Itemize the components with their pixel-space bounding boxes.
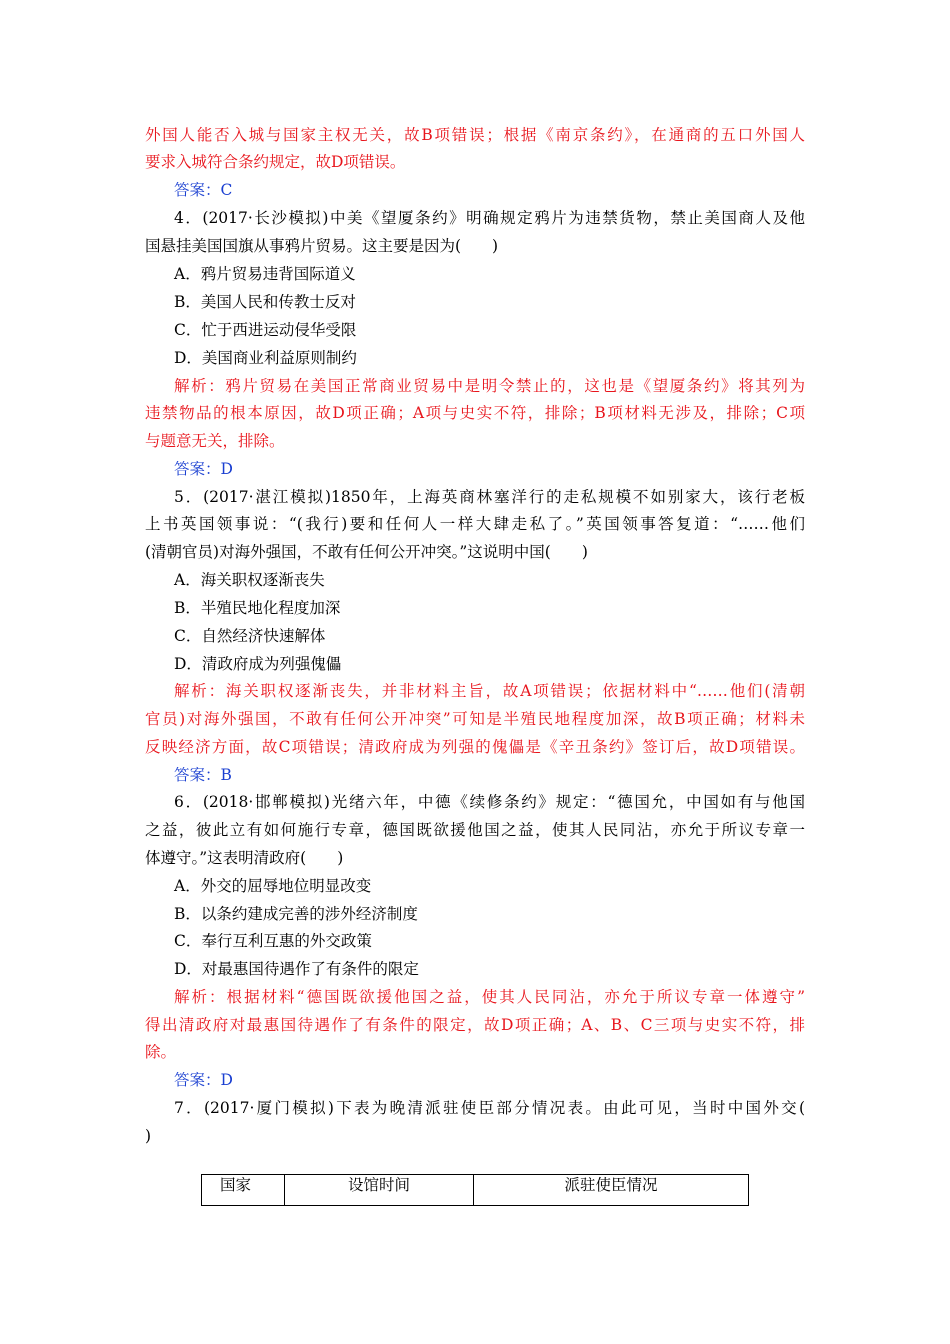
explanation-line: 解析：鸦片贸易在美国正常商业贸易中是明令禁止的，这也是《望厦条约》将其列为 bbox=[174, 377, 805, 395]
envoy-table bbox=[201, 1174, 749, 1206]
table-header-established: 设馆时间 bbox=[285, 1175, 474, 1206]
answer-line: 答案：B bbox=[174, 766, 232, 784]
question-5-stem: 5．(2017·湛江模拟)1850年，上海英商林塞洋行的走私规模不如别家大，该行老板 bbox=[174, 488, 805, 506]
question-7-stem: 7．(2017·厦门模拟)下表为晚清派驻使臣部分情况表。由此可见，当时中国外交( bbox=[174, 1099, 805, 1117]
explanation-line: 除。 bbox=[145, 1043, 177, 1061]
answer-line: 答案：C bbox=[174, 181, 233, 199]
question-6-stem: 之益，彼此立有如何施行专章，德国既欲援他国之益，使其人民同沾，亦允于所议专章一 bbox=[145, 821, 805, 839]
question-5-stem: (清朝官员)对海外强国，不敢有任何公开冲突。”这说明中国( ) bbox=[145, 543, 588, 561]
option-b: B．以条约建成完善的涉外经济制度 bbox=[174, 905, 418, 923]
question-7-stem: ) bbox=[145, 1127, 152, 1145]
explanation-line: 与题意无关，排除。 bbox=[145, 432, 285, 450]
explanation-line: 外国人能否入城与国家主权无关，故B项错误；根据《南京条约》，在通商的五口外国人 bbox=[145, 126, 805, 144]
option-a: A．海关职权逐渐丧失 bbox=[174, 571, 325, 589]
option-c: C．奉行互利互惠的外交政策 bbox=[174, 932, 372, 950]
option-b: B．半殖民地化程度加深 bbox=[174, 599, 341, 617]
question-6-stem: 6．(2018·邯郸模拟)光绪六年，中德《续修条约》规定：“德国允，中国如有与他国 bbox=[174, 793, 805, 811]
explanation-line: 官员)对海外强国，不敢有任何公开冲突”可知是半殖民地程度加深，故B项正确；材料未 bbox=[145, 710, 805, 728]
answer-line: 答案：D bbox=[174, 1071, 233, 1089]
explanation-line: 反映经济方面，故C项错误；清政府成为列强的傀儡是《辛丑条约》签订后，故D项错误。 bbox=[145, 738, 805, 756]
question-6-stem: 体遵守。”这表明清政府( ) bbox=[145, 849, 344, 867]
option-a: A．外交的屈辱地位明显改变 bbox=[174, 877, 372, 895]
table-header-row bbox=[202, 1175, 749, 1206]
option-a: A．鸦片贸易违背国际道义 bbox=[174, 265, 356, 283]
answer-line: 答案：D bbox=[174, 460, 233, 478]
question-4-stem: 国悬挂美国国旗从事鸦片贸易。这主要是因为( ) bbox=[145, 237, 499, 255]
option-d: D．对最惠国待遇作了有条件的限定 bbox=[174, 960, 419, 978]
question-4-stem: 4．(2017·长沙模拟)中美《望厦条约》明确规定鸦片为违禁货物，禁止美国商人及他 bbox=[174, 209, 805, 227]
explanation-line: 得出清政府对最惠国待遇作了有条件的限定，故D项正确；A、B、C三项与史实不符，排 bbox=[145, 1016, 805, 1034]
explanation-line: 违禁物品的根本原因，故D项正确；A项与史实不符，排除；B项材料无涉及，排除；C项 bbox=[145, 404, 805, 422]
table-header-country: 国家 bbox=[202, 1175, 285, 1206]
option-b: B．美国人民和传教士反对 bbox=[174, 293, 356, 311]
option-c: C．忙于西进运动侵华受限 bbox=[174, 321, 357, 339]
option-d: D．美国商业利益原则制约 bbox=[174, 349, 357, 367]
explanation-line: 要求入城符合条约规定，故D项错误。 bbox=[145, 153, 406, 171]
explanation-line: 解析：海关职权逐渐丧失，并非材料主旨，故A项错误；依据材料中“……他们(清朝 bbox=[174, 682, 805, 700]
table-header-envoy: 派驻使臣情况 bbox=[474, 1175, 749, 1206]
option-c: C．自然经济快速解体 bbox=[174, 627, 326, 645]
option-d: D．清政府成为列强傀儡 bbox=[174, 655, 342, 673]
explanation-line: 解析：根据材料“德国既欲援他国之益，使其人民同沾，亦允于所议专章一体遵守” bbox=[174, 988, 805, 1006]
question-5-stem: 上书英国领事说：“(我行)要和任何人一样大肆走私了。”英国领事答复道：“……他们 bbox=[145, 515, 805, 533]
